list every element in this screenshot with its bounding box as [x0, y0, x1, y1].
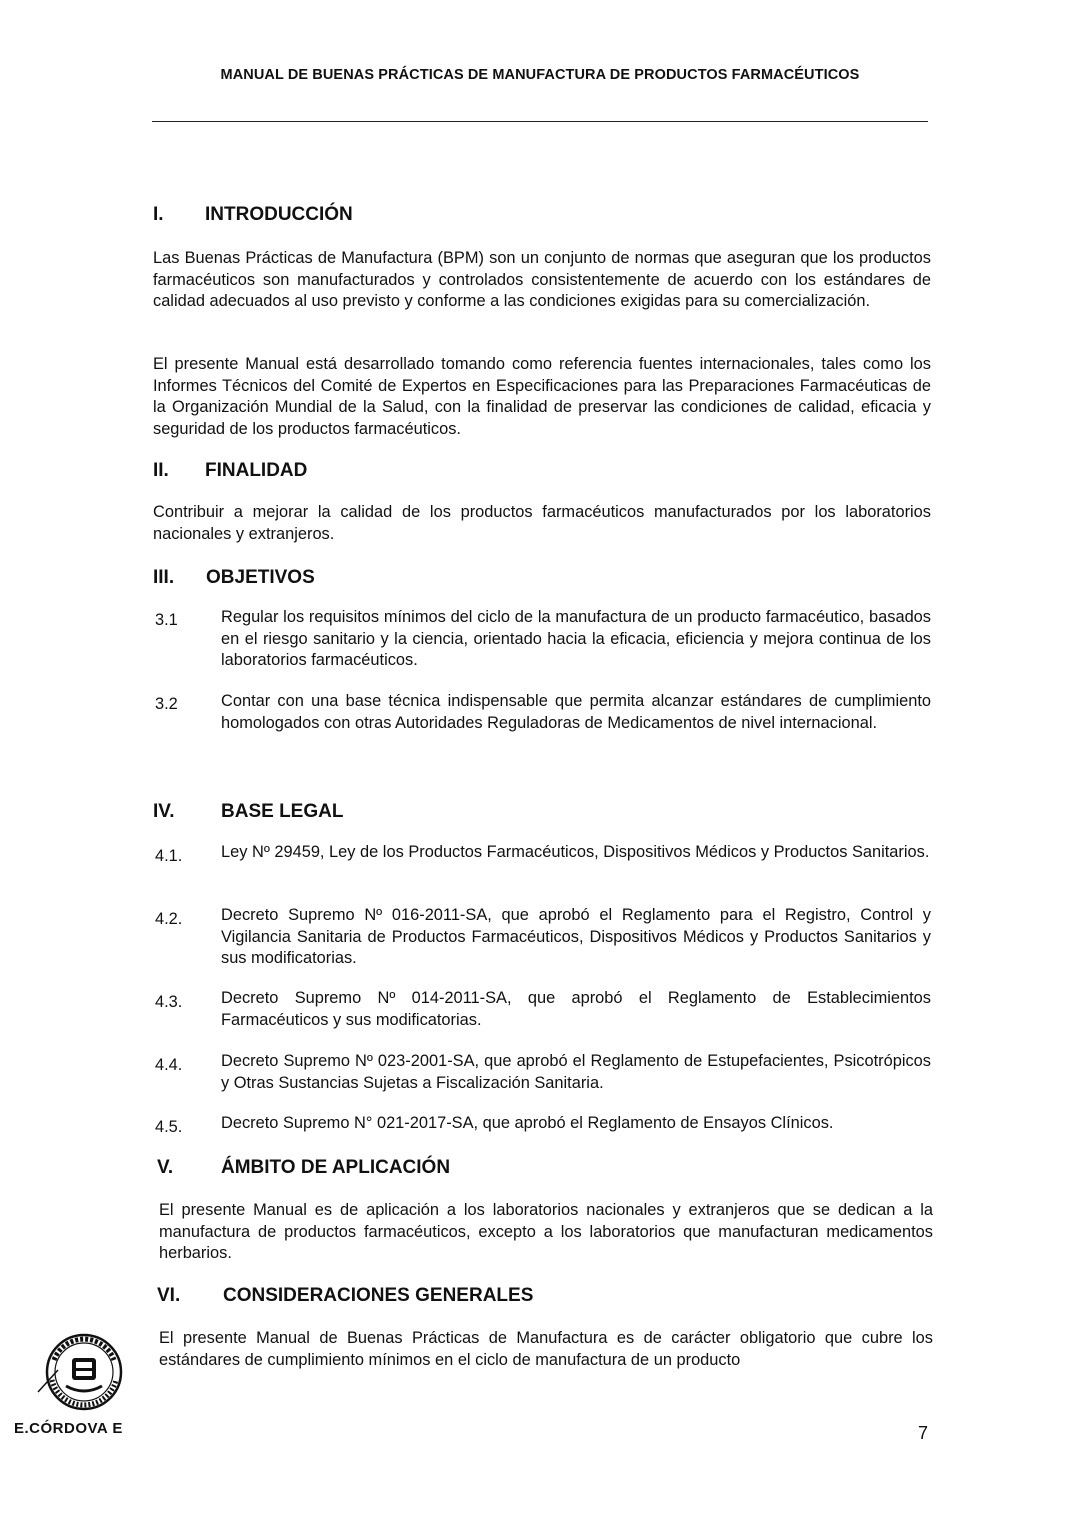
list-item-text: Decreto Supremo Nº 023-2001-SA, que aprobó el Reglamento de Estupefacientes, Psicotrópicos y Otras Sustancias Sujetas a Fiscalización Sanitaria.	[221, 1052, 931, 1092]
paragraph: El presente Manual está desarrollado tomando como referencia fuentes internacionales, tales como los Informes Técnicos del Comité de Expertos en Especificaciones para las Preparaciones Farmacéuticas de la Organización Mundial de la Salud, con la finalidad de preservar las condiciones de calidad, eficacia y seguridad de los productos farmacéuticos.	[153, 355, 931, 438]
list-item-number: 4.1.	[155, 847, 183, 865]
section-number: II.	[153, 460, 169, 481]
paragraph: El presente Manual es de aplicación a los laboratorios nacionales y extranjeros que se dedican a la manufactura de productos farmacéuticos, excepto a los laboratorios que manufacturan medicamentos herbarios.	[159, 1201, 933, 1262]
paragraph: Contribuir a mejorar la calidad de los productos farmacéuticos manufacturados por los laboratorios nacionales y extranjeros.	[153, 503, 931, 543]
list-item-number: 4.5.	[155, 1118, 183, 1136]
section-title: OBJETIVOS	[206, 567, 315, 588]
list-item-number: 4.2.	[155, 910, 183, 928]
section-number: III.	[153, 567, 175, 588]
list-item-number: 4.4.	[155, 1056, 183, 1074]
list-item-text: Regular los requisitos mínimos del ciclo de la manufactura de un producto farmacéutico, basados en el riesgo sanitario y la ciencia, orientado hacia la eficacia, eficiencia y mejora continua de los laboratorios farmacéuticos.	[221, 608, 931, 669]
list-item-number: 3.2	[155, 695, 178, 713]
list-item-text: Decreto Supremo N° 021-2017-SA, que aprobó el Reglamento de Ensayos Clínicos.	[221, 1114, 834, 1132]
section-number: I.	[153, 204, 164, 225]
stamp-signature: E.CÓRDOVA E	[14, 1420, 123, 1437]
list-item-text: Decreto Supremo Nº 016-2011-SA, que aprobó el Reglamento para el Registro, Control y Vigilancia Sanitaria de Productos Farmacéuticos, Dispositivos Médicos y Productos Sanitarios y sus modificatorias.	[221, 906, 931, 967]
official-seal-icon	[28, 1330, 138, 1415]
section-title: BASE LEGAL	[221, 801, 344, 822]
section-number: IV.	[153, 801, 175, 822]
list-item-number: 3.1	[155, 611, 178, 629]
section-title: INTRODUCCIÓN	[205, 204, 353, 225]
list-item-text: Contar con una base técnica indispensable que permita alcanzar estándares de cumplimiento homologados con otras Autoridades Reguladoras de Medicamentos de nivel internacional.	[221, 692, 931, 732]
section-title: ÁMBITO DE APLICACIÓN	[221, 1157, 451, 1178]
section-title: FINALIDAD	[205, 460, 308, 481]
section-number: VI.	[157, 1285, 181, 1306]
running-header: MANUAL DE BUENAS PRÁCTICAS DE MANUFACTURA DE PRODUCTOS FARMACÉUTICOS	[220, 67, 860, 83]
page-number: 7	[918, 1423, 929, 1443]
paragraph: El presente Manual de Buenas Prácticas de Manufactura es de carácter obligatorio que cubre los estándares de cumplimiento mínimos en el ciclo de manufactura de un producto	[159, 1329, 933, 1369]
paragraph: Las Buenas Prácticas de Manufactura (BPM) son un conjunto de normas que aseguran que los productos farmacéuticos son manufacturados y controlados consistentemente de acuerdo con los estándares de calidad adecuados al uso previsto y conforme a las condiciones exigidas para su comercialización.	[153, 249, 931, 310]
list-item-text: Decreto Supremo Nº 014-2011-SA, que aprobó el Reglamento de Establecimientos Farmacéuticos y sus modificatorias.	[221, 989, 931, 1029]
section-number: V.	[157, 1157, 174, 1178]
list-item-number: 4.3.	[155, 993, 183, 1011]
list-item-text: Ley Nº 29459, Ley de los Productos Farmacéuticos, Dispositivos Médicos y Productos Sanitarios.	[221, 843, 930, 861]
section-title: CONSIDERACIONES GENERALES	[223, 1285, 534, 1306]
header-divider	[152, 121, 928, 122]
